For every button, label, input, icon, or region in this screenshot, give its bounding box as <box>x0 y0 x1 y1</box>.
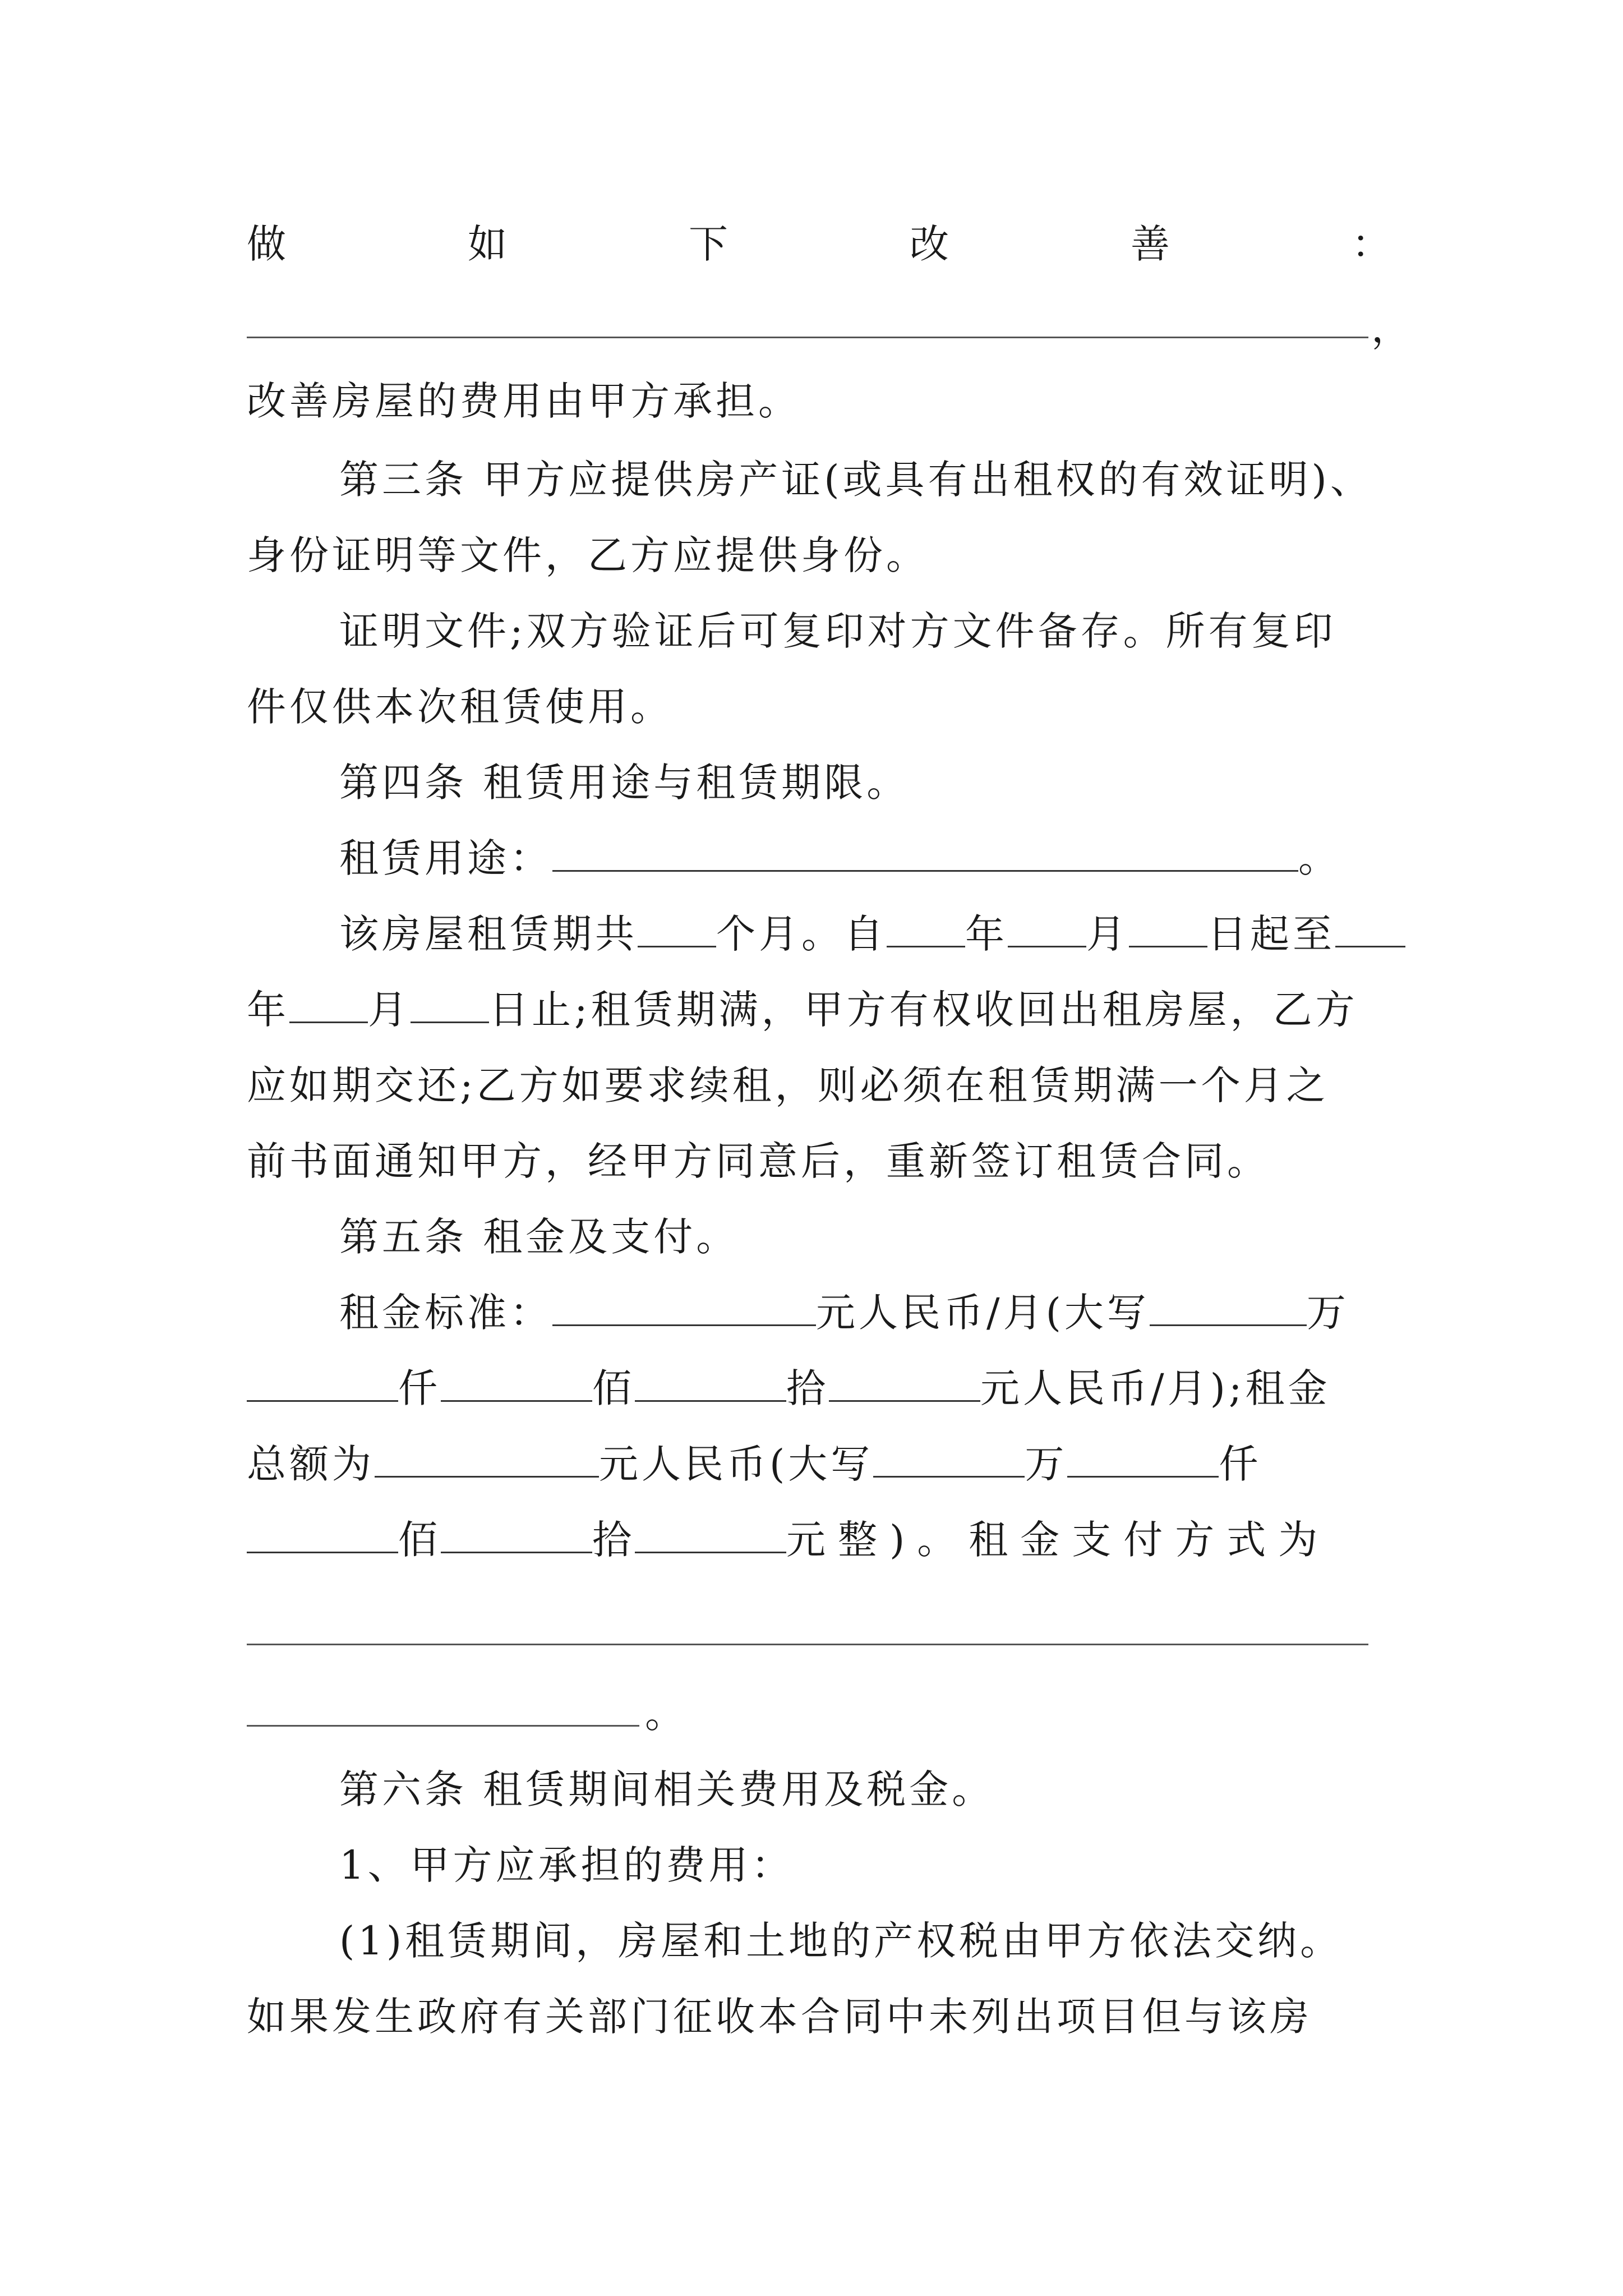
article-5-title: 第五条 租金及支付。 <box>339 1214 739 1260</box>
char-4: 改 <box>910 221 949 267</box>
comma: ， <box>1371 305 1410 351</box>
article-3-line-3: 证明文件;双方验证后可复印对方文件备存。所有复印 <box>339 608 1336 654</box>
rent-standard-line <box>339 1285 1391 1341</box>
char-6: ： <box>1352 221 1391 267</box>
payment-method-blank-1 <box>247 1644 1368 1645</box>
total-wan-char: 万 <box>1025 1441 1068 1487</box>
rent-standard-tail: 元人民币/月);租金 <box>980 1365 1331 1411</box>
payment-method-text: 元整)。租金支付方式为 <box>786 1517 1330 1563</box>
total-bai-blank <box>247 1512 398 1553</box>
use-label: 租赁用途： <box>339 835 552 881</box>
rent-shi-blank <box>635 1361 786 1402</box>
total-bai-char: 佰 <box>398 1517 441 1563</box>
term-text-8: 日止;租赁期满，甲方有权收回出租房屋，乙方 <box>489 987 1358 1033</box>
term-text-3: 年 <box>965 911 1008 957</box>
article-6-item-1: 1、甲方应承担的费用： <box>339 1842 794 1888</box>
total-wan-blank <box>873 1437 1025 1478</box>
article-6-title: 第六条 租赁期间相关费用及税金。 <box>339 1766 995 1812</box>
rent-total-line-2 <box>247 1512 1391 1568</box>
payment-end: 。 <box>645 1691 684 1737</box>
start-year-blank <box>887 907 965 947</box>
article-3-line-4: 件仅供本次租赁使用。 <box>247 684 673 730</box>
rent-standard-text: 元人民币/月(大写 <box>816 1290 1150 1336</box>
end-year-blank <box>1335 907 1405 947</box>
char-3: 下 <box>689 221 728 267</box>
article-4-term-line-2 <box>247 982 1391 1038</box>
end-day-blank <box>411 982 489 1023</box>
improvement-blank <box>247 337 1368 338</box>
article-4-term-line-3: 应如期交还;乙方如要求续租，则必须在租赁期满一个月之 <box>247 1062 1329 1108</box>
article-6-item-1-2: 如果发生政府有关部门征收本合同中未列出项目但与该房 <box>247 1994 1312 2040</box>
total-qian-blank <box>1067 1437 1219 1478</box>
article-4-title: 第四条 租赁用途与租赁期限。 <box>339 760 910 806</box>
article-4-term-line-1 <box>339 906 1391 962</box>
total-shi-char: 拾 <box>592 1517 635 1563</box>
rent-amount-blank <box>552 1285 816 1326</box>
rent-standard-line-2 <box>247 1360 1391 1416</box>
start-month-blank <box>1008 907 1086 947</box>
use-end: 。 <box>1298 835 1341 881</box>
term-text-1: 该房屋租赁期共 <box>339 911 638 957</box>
total-yuan-blank <box>635 1512 786 1553</box>
total-qian-char: 仟 <box>1219 1441 1262 1487</box>
article-4-term-line-4: 前书面通知甲方，经甲方同意后，重新签订租赁合同。 <box>247 1138 1270 1184</box>
cost-line: 改善房屋的费用由甲方承担。 <box>247 378 801 424</box>
use-blank <box>552 831 1298 872</box>
rent-qian-blank <box>247 1361 398 1402</box>
article-3-line-1: 第三条 甲方应提供房产证(或具有出租权的有效证明)、 <box>339 457 1373 503</box>
rent-total-line <box>247 1436 1391 1492</box>
wan-char: 万 <box>1306 1290 1349 1336</box>
rent-total-label: 总额为 <box>247 1441 375 1487</box>
term-text-4: 月 <box>1086 911 1129 957</box>
term-text-2: 个月。自 <box>716 911 887 957</box>
rent-total-blank <box>375 1437 599 1478</box>
end-month-blank <box>289 982 368 1023</box>
rent-total-text: 元人民币(大写 <box>599 1441 874 1487</box>
rent-standard-label: 租金标准： <box>339 1290 552 1336</box>
article-4-use-line <box>339 830 1391 886</box>
char-5: 善 <box>1131 221 1170 267</box>
article-3-line-2: 身份证明等文件，乙方应提供身份。 <box>247 532 929 578</box>
term-text-6: 年 <box>247 987 289 1033</box>
months-blank <box>638 907 716 947</box>
payment-method-blank-2 <box>247 1725 639 1727</box>
rent-yuan-blank <box>829 1361 980 1402</box>
rent-bai-blank <box>441 1361 592 1402</box>
article-6-item-1-1: (1)租赁期间，房屋和土地的产权税由甲方依法交纳。 <box>339 1918 1343 1964</box>
qian-char: 仟 <box>398 1365 441 1411</box>
term-text-5: 日起至 <box>1207 911 1335 957</box>
bai-char: 佰 <box>592 1365 635 1411</box>
term-text-7: 月 <box>368 987 411 1033</box>
char-2: 如 <box>468 221 507 267</box>
char-1: 做 <box>247 221 286 267</box>
rent-wan-blank <box>1150 1285 1307 1326</box>
improvement-heading-line <box>247 216 1391 272</box>
shi-char: 拾 <box>786 1365 829 1411</box>
total-shi-blank <box>441 1512 592 1553</box>
start-day-blank <box>1129 907 1207 947</box>
